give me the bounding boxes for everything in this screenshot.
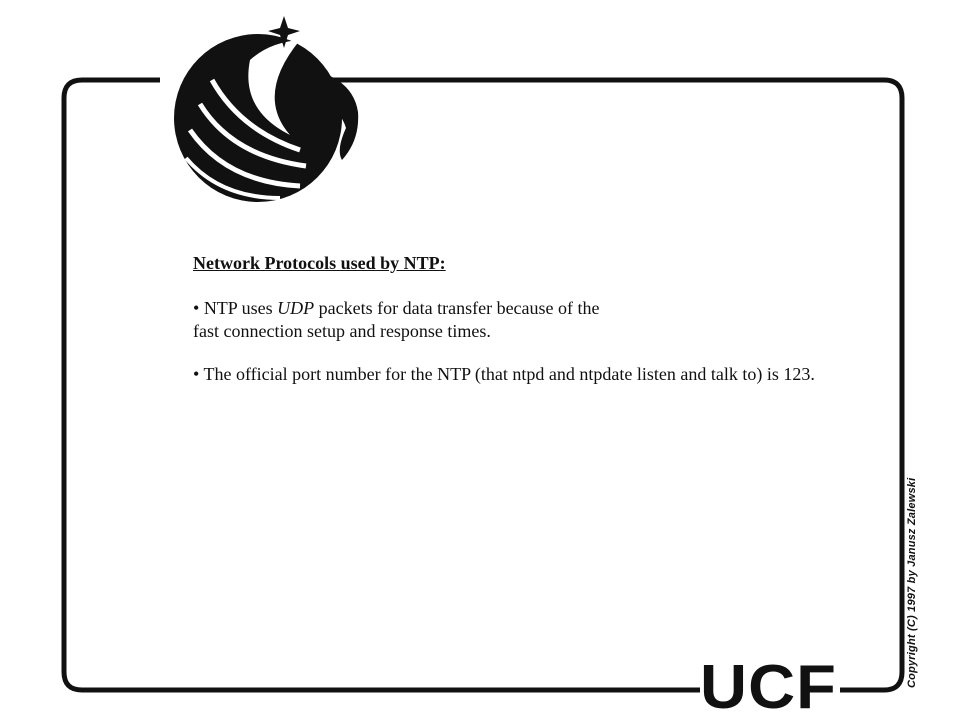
ucf-wordmark: UCF xyxy=(700,653,837,722)
pegasus-logo-icon xyxy=(174,16,358,202)
slide-heading: Network Protocols used by NTP: xyxy=(193,253,446,273)
bullet-marker: • xyxy=(193,298,200,318)
bullet-text-rest: packets for data transfer because of the xyxy=(314,298,600,318)
copyright-notice xyxy=(906,468,926,688)
bullet-text-start: NTP uses xyxy=(199,298,278,318)
copyright-text: Copyright (C) 1997 by Janusz Zalewski xyxy=(906,477,918,688)
bullet-text: The official port number for the NTP (that ntpd and ntpdate listen and talk to) is 123. xyxy=(199,364,815,384)
bullet-text-line2: fast connection setup and response times. xyxy=(193,321,491,341)
bullet-udp xyxy=(193,297,873,343)
slide-content xyxy=(193,252,873,406)
bullet-port xyxy=(193,363,873,386)
bullet-marker: • xyxy=(193,364,200,384)
udp-term: UDP xyxy=(277,298,315,318)
